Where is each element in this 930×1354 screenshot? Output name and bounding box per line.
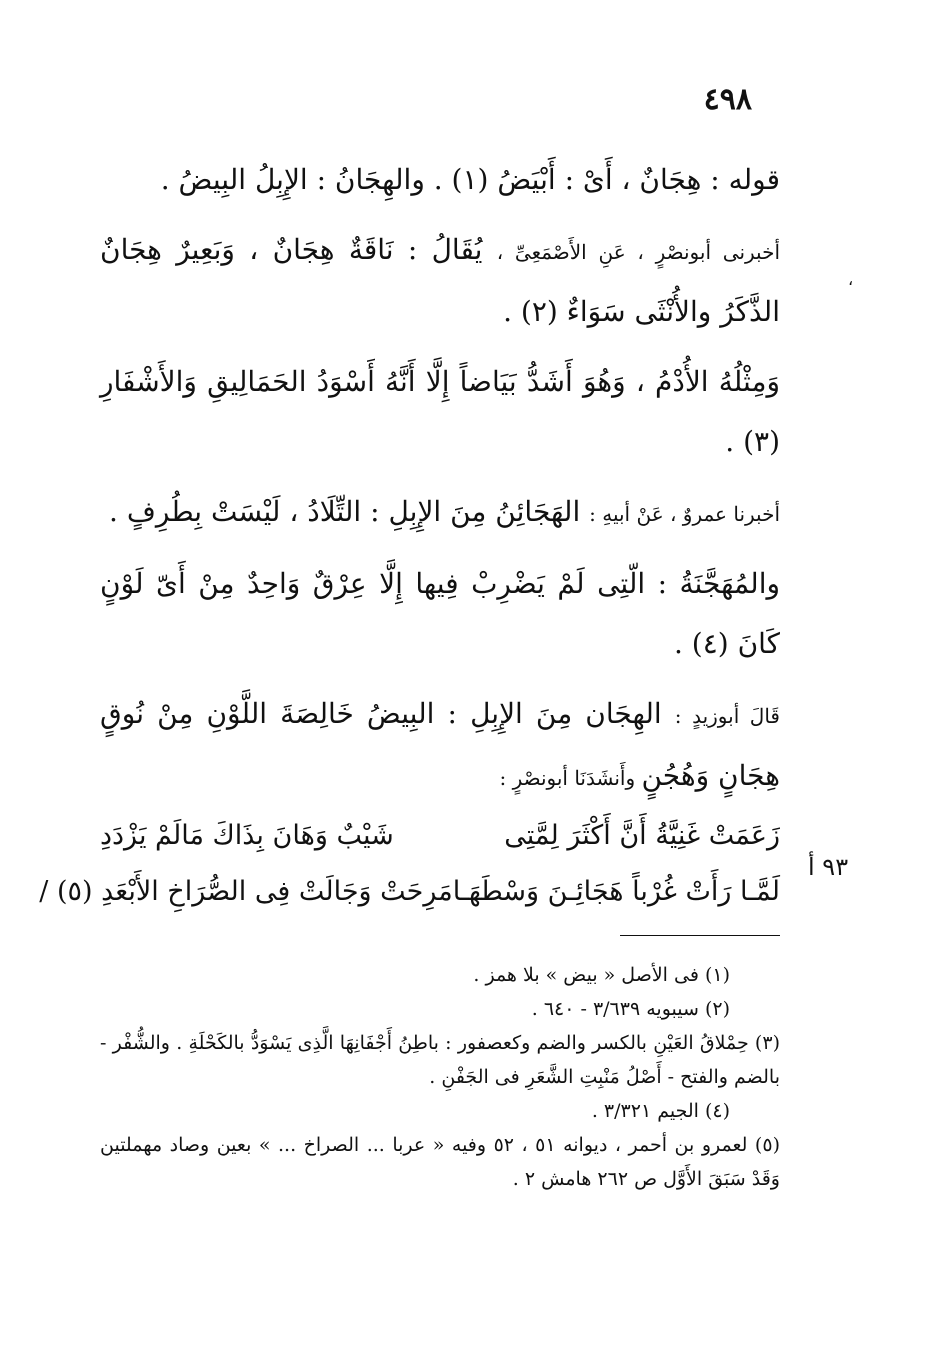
paragraph-lead: أخبرنى أبونصْرٍ ، عَنِ الأَصْمَعِىِّ ، — [496, 240, 780, 264]
paragraph-text: يُقَالُ : نَاقَةٌ هِجَانٌ ، وَبَعِيرٌ هِجَانٌ الذَّكَرُ والأُنْثَى سَوَاءٌ (٢) . — [100, 233, 780, 328]
paragraph-lead: أخبرنا عمروٌ ، عَنْ أبيهِ : — [589, 502, 780, 526]
paragraph-text: وَمِثْلُهُ الأُدْمُ ، وَهُوَ أَشَدُّ بَيَاضاً إِلَّا أَنَّهُ أَسْوَدُ الحَمَالِيقِ وَالأَشْفَارِ (٣) . — [100, 365, 780, 458]
paragraph-4 — [100, 482, 780, 544]
paragraph-tail: وأَنشَدَنَا أبونصْرٍ : — [499, 766, 642, 790]
footnote-5: (٥) لعمرو بن أحمر ، ديوانه ٥١ ، ٥٢ وفيه « عربا ... الصراخ ... » بعين وصاد مهملتين وَقَدْ سَبَقَ الأَوَّل ص ٢٦٢ هامش ٢ . — [100, 1134, 780, 1190]
paragraph-lead: قَالَ أبوزيدٍ : — [674, 704, 780, 728]
paragraph-6 — [100, 684, 780, 808]
footnote-2: (٢) سيبويه ٣/٦٣٩ - ٦٤٠ . — [531, 998, 730, 1020]
footnote-separator — [620, 935, 780, 936]
page-number: ٤٩٨ — [703, 82, 752, 117]
verse-second-hemistich: مَرِحَتْ وَجَالَتْ فِى الصُّرَاخِ الأَبْعَدِ (٥) / — [39, 876, 453, 907]
verse-line-1 — [100, 808, 780, 864]
footnote-1: (١) فى الأصل « بيض » بلا همز . — [473, 964, 730, 986]
paragraph-3 — [100, 352, 780, 472]
footnote-3: (٣) حِمْلاقُ العَيْنِ بالكسر والضم وكعصفور : باطِنُ أَجْفَانِهَا الَّذِى يَسْوَدُّ بالكَحْلَةِ . والشُّفْر - بالضم والفتح - أَصْلُ مَنْبِتِ الشَّعَرِ فى الجَفْنِ . — [100, 1032, 780, 1088]
footnotes — [100, 958, 780, 1196]
paragraph-text: والمُهَجَّنَةُ : الّتِى لَمْ يَضْرِبْ فِيها إِلَّا عِرْقٌ وَاحِدٌ مِنْ أَىّ لَوْنٍ كَانَ (٤) . — [100, 567, 780, 660]
verse-first-hemistich: زَعَمَتْ غَنِيَّةُ أَنَّ أَكْثَرَ لِمَّتِى — [504, 820, 780, 851]
paragraph-text: قوله : هِجَانٌ ، أَىْ : أَبْيَضُ (١) . والهِجَانُ : الإِبِلُ البِيضُ . — [160, 163, 780, 196]
paragraph-text: الهَجَائِنُ مِنَ الإِبِلِ : التِّلَادُ ، لَيْسَتْ بِطُرِفٍ . — [109, 495, 590, 528]
paragraph-5 — [100, 554, 780, 674]
book-page — [39, 0, 780, 1354]
paragraph-1 — [100, 150, 780, 210]
manuscript-folio-note: ٩٣ أ — [808, 853, 849, 881]
main-text — [39, 150, 780, 920]
footnote-4: (٤) الجيم ٣/٣٢١ . — [591, 1100, 730, 1122]
verse-line-2 — [39, 864, 780, 920]
paragraph-text: الهِجَان مِنَ الإِبِلِ : البِيضُ خَالِصَةَ اللَّوْنِ مِنْ نُوقٍ هِجَانٍ وَهُجُنٍ — [100, 697, 780, 792]
verse-second-hemistich: شَيْبٌ وَهَانَ بِذَاكَ مَالَمْ يَزْدَدِ — [100, 820, 394, 851]
paragraph-2 — [100, 220, 780, 342]
verse-first-hemistich: لَمَّـا رَأَتْ غُرْباً هَجَائِـنَ وَسْطَهَـا — [452, 876, 780, 907]
stray-mark: ، — [848, 270, 854, 289]
